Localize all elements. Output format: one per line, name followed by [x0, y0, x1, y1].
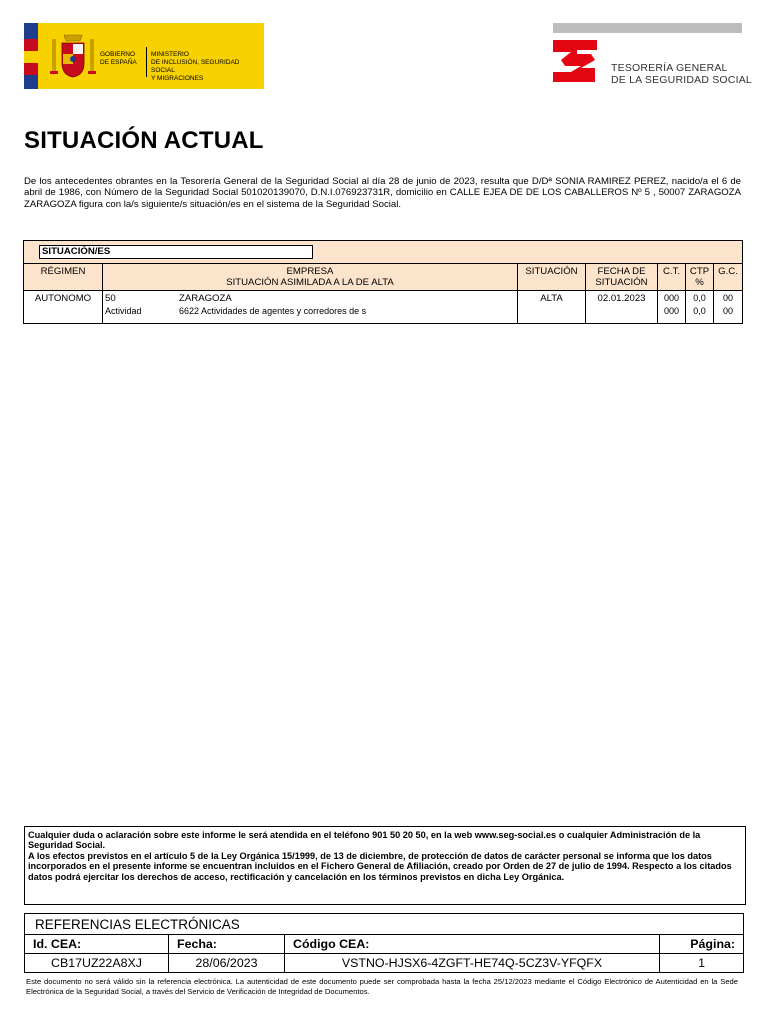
codigo-cea-label: Código CEA: — [285, 935, 660, 954]
gobierno-text: GOBIERNO DE ESPAÑA — [100, 51, 137, 66]
flag-stripes — [24, 23, 38, 89]
header-regimen: RÉGIMEN — [24, 264, 103, 291]
empresa-name: ZARAGOZA — [179, 293, 232, 304]
cell-situacion: ALTA — [518, 291, 586, 324]
actividad-value: 6622 Actividades de agentes y corredores de s — [179, 306, 367, 316]
info-paragraph-contact: Cualquier duda o aclaración sobre este informe le será atendida en el teléfono 901 50 20 50, en la web www.seg-social.es o cualquier Administración de la Seguridad Social. — [28, 830, 701, 851]
coat-of-arms-icon — [46, 29, 100, 83]
table-caption-row — [24, 241, 743, 264]
references-table — [24, 913, 744, 973]
cell-regimen: AUTONOMO — [24, 291, 103, 324]
tgss-logo-text: TESORERÍA GENERAL DE LA SEGURIDAD SOCIAL — [611, 62, 752, 86]
intro-paragraph: De los antecedentes obrantes en la Tesorería General de la Seguridad Social al día 28 de junio de 2023, resulta que D/Dª SONIA RAMIREZ PEREZ, nacido/a el 6 de abril de 1986, con Número de la Seguridad Social 501020139070, D.N.I.076923731R, domicilio en CALLE EJEA DE DE LOS CABALLEROS Nº 5 , 50007 ZARAGOZA ZARAGOZA figura con la/s siguiente/s situación/es en el sistema de la Seguridad Social. — [24, 176, 741, 210]
cell-ctp: 0,0 0,0 — [686, 291, 714, 324]
header-ctp: CTP % — [686, 264, 714, 291]
pagina-label: Página: — [660, 935, 744, 954]
gobierno-logo — [24, 23, 264, 89]
ministerio-text: MINISTERIO DE INCLUSIÓN, SEGURIDAD SOCIAL Y MIGRACIONES — [151, 51, 240, 82]
tgss-grey-bar — [553, 23, 742, 33]
pagina-value: 1 — [660, 954, 744, 973]
header-fecha: FECHA DE SITUACIÓN — [586, 264, 658, 291]
logo-separator — [146, 47, 147, 77]
fecha-label: Fecha: — [169, 935, 285, 954]
fecha-value: 28/06/2023 — [169, 954, 285, 973]
info-box — [24, 826, 746, 905]
header-gc: G.C. — [714, 264, 743, 291]
header-situacion: SITUACIÓN — [518, 264, 586, 291]
cell-ct: 000 000 — [658, 291, 686, 324]
disclaimer-text: Este documento no será válido sin la referencia electrónica. La autenticidad de este documento puede ser comprobada hasta la fecha 25/12/2023 mediante el Código Electrónico de Autenticidad en la Sede Electrónica de la Seguridad Social, a través del Servicio de Verificación de Integridad de Documentos. — [26, 977, 738, 996]
actividad-label: Actividad — [105, 306, 142, 316]
tgss-logo-icon — [551, 38, 599, 84]
table-row — [24, 291, 743, 324]
header-empresa: EMPRESA SITUACIÓN ASIMILADA A LA DE ALTA — [103, 264, 518, 291]
id-cea-value: CB17UZ22A8XJ — [25, 954, 169, 973]
cell-empresa — [103, 291, 518, 324]
info-paragraph-data-protection: A los efectos previstos en el artículo 5 de la Ley Orgánica 15/1999, de 13 de diciembre, de protección de datos de carácter personal se informa que los datos incorporados en el presente informe se encuentran incluidos en el Fichero General de Afiliación, creado por Orden de 27 de julio de 1994. Respecto a los citados datos podrá ejercitar los derechos de acceso, rectificación y cancelación en los términos previstos en dicha Ley Orgánica. — [28, 850, 732, 882]
cell-fecha: 02.01.2023 — [586, 291, 658, 324]
header-ct: C.T. — [658, 264, 686, 291]
table-header-row — [24, 264, 743, 291]
references-title: REFERENCIAS ELECTRÓNICAS — [25, 914, 744, 935]
cell-gc: 00 00 — [714, 291, 743, 324]
codigo-cea-value: VSTNO-HJSX6-4ZGFT-HE74Q-5CZ3V-YFQFX — [285, 954, 660, 973]
table-caption: SITUACIÓN/ES — [39, 245, 313, 259]
page-title: SITUACIÓN ACTUAL — [24, 127, 264, 154]
id-cea-label: Id. CEA: — [25, 935, 169, 954]
situaciones-table — [23, 240, 743, 324]
empresa-code: 50 — [105, 293, 116, 304]
